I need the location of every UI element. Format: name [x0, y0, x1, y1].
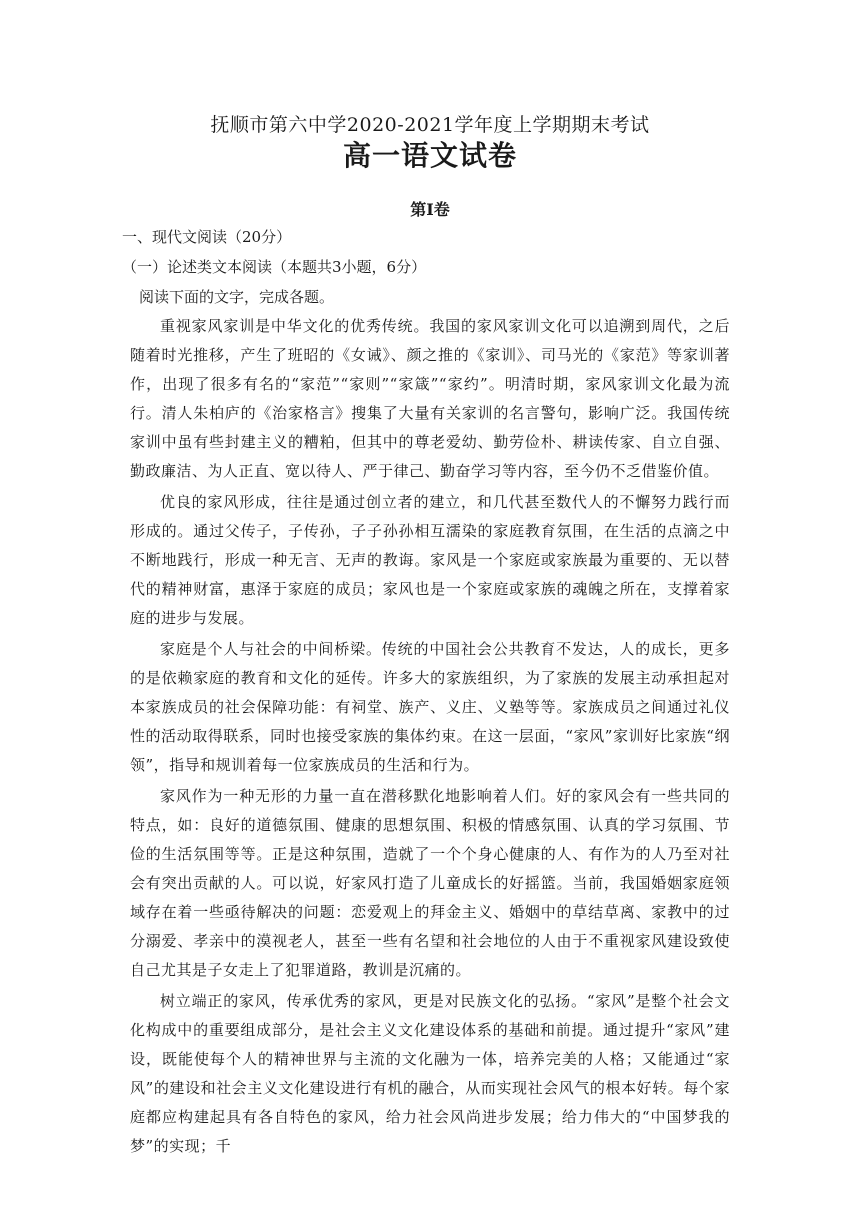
- passage-paragraph-2: 优良的家风形成，往往是通过创立者的建立，和几代甚至数代人的不懈努力践行而形成的。通过父传子，子传孙，子子孙孙相互濡染的家庭教育氛围，在生活的点滴之中不断地践行，形成一种无言、无声的教诲。家风是一个家庭或家族最为重要的、无以替代的精神财富，惠泽于家庭的成员；家风也是一个家庭或家族的魂魄之所在，支撑着家庭的进步与发展。: [130, 493, 730, 627]
- passage-paragraph-5: 树立端正的家风，传承优秀的家风，更是对民族文化的弘扬。“家风”是整个社会文化构成中的重要组成部分，是社会主义文化建设体系的基础和前提。通过提升“家风”建设，既能使每个人的精神世界与主流的文化融为一体，培养完美的人格；又能通过“家风”的建设和社会主义文化建设进行有机的融合，从而实现社会风气的根本好转。每个家庭都应构建起具有各自特色的家风，给力社会风尚进步发展；给力伟大的“中国梦我的梦”的实现；千: [130, 992, 730, 1155]
- passage-paragraph-4: 家风作为一种无形的力量一直在潜移默化地影响着人们。好的家风会有一些共同的特点，如：良好的道德氛围、健康的思想氛围、积极的情感氛围、认真的学习氛围、节俭的生活氛围等等。正是这种氛围，造就了一个个身心健康的人、有作为的人乃至对社会有突出贡献的人。可以说，好家风打造了儿童成长的好摇篮。当前，我国婚姻家庭领域存在着一些亟待解决的问题：恋爱观上的拜金主义、婚姻中的草结草离、家教中的过分溺爱、孝亲中的漠视老人，甚至一些有名望和社会地位的人由于不重视家风建设致使自己尤其是子女走上了犯罪道路，教训是沉痛的。: [130, 787, 730, 979]
- passage-paragraph-3: 家庭是个人与社会的中间桥梁。传统的中国社会公共教育不发达，人的成长，更多的是依赖家庭的教育和文化的延传。许多大的家族组织，为了家族的发展主动承担起对本家族成员的社会保障功能：有祠堂、族产、义庄、义塾等等。家族成员之间通过礼仪性的活动取得联系，同时也接受家族的集体约束。在这一层面，“家风”家训好比家族“纲领”，指导和规训着每一位家族成员的生活和行为。: [130, 640, 730, 774]
- reading-passage: [130, 312, 730, 1163]
- subsection-heading: （一）论述类文本阅读（本题共3小题，6分）: [122, 258, 427, 276]
- passage-paragraph-1: 重视家风家训是中华文化的优秀传统。我国的家风家训文化可以追溯到周代，之后随着时光推移，产生了班昭的《女诫》、颜之推的《家训》、司马光的《家范》等家训著作，出现了很多有名的“家范”“家则”“家箴”“家约”。明清时期，家风家训文化最为流行。清人朱柏庐的《治家格言》搜集了大量有关家训的名言警句，影响广泛。我国传统家训中虽有些封建主义的糟粕，但其中的尊老爱幼、勤劳俭朴、耕读传家、自立自强、勤政廉洁、为人正直、宽以待人、严于律己、勤奋学习等内容，至今仍不乏借鉴价值。: [130, 317, 730, 480]
- exam-title: 抚顺市第六中学2020-2021学年度上学期期末考试: [210, 114, 650, 136]
- section-heading: 一、现代文阅读（20分）: [122, 228, 292, 246]
- paper-title: 高一语文试卷: [342, 139, 517, 172]
- reading-instruction: 阅读下面的文字，完成各题。: [139, 288, 335, 306]
- volume-title: 第Ⅰ卷: [410, 200, 450, 219]
